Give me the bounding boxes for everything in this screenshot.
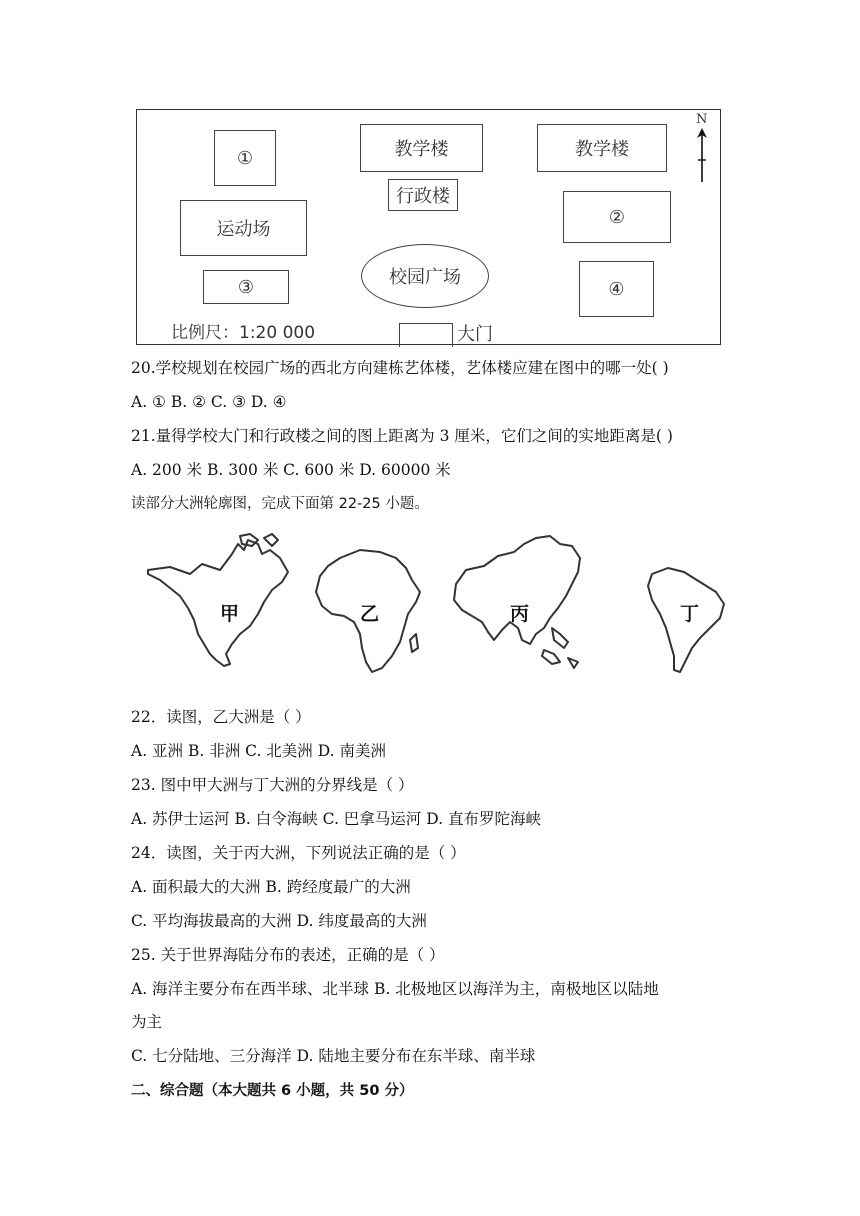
continent-label-bing: 丙 [510, 603, 530, 625]
question-25: 25. 关于世界海陆分布的表述，正确的是（ ） [131, 946, 445, 964]
location-2-box [563, 191, 671, 243]
gate-box [399, 323, 453, 347]
admin-building-label: 行政楼 [396, 186, 450, 207]
north-arrow-icon [695, 128, 709, 184]
question-20-options: A. ① B. ② C. ③ D. ④ [131, 393, 287, 411]
continent-outlines-figure [140, 530, 740, 695]
location-1-box [214, 130, 276, 186]
gate-label: 大门 [457, 324, 493, 345]
question-24-options-1: A. 面积最大的大洲 B. 跨经度最广的大洲 [131, 878, 411, 896]
location-4-label: ④ [608, 278, 625, 300]
location-1-label: ① [236, 147, 254, 169]
scale-label: 比例尺：1:20 000 [171, 323, 316, 343]
question-25-options-1-cont: 为主 [131, 1013, 163, 1031]
location-2-label: ② [608, 206, 626, 228]
admin-building [388, 179, 458, 211]
continent-label-yi: 乙 [360, 603, 380, 625]
question-21: 21.量得学校大门和行政楼之间的图上距离为 3 厘米，它们之间的实地距离是( ) [131, 427, 673, 445]
question-22-options: A. 亚洲 B. 非洲 C. 北美洲 D. 南美洲 [131, 742, 386, 760]
question-24: 24．读图，关于丙大洲，下列说法正确的是（ ） [131, 844, 466, 862]
sports-field-label: 运动场 [216, 219, 271, 240]
teaching-building-2 [537, 124, 667, 172]
question-24-options-2: C. 平均海拔最高的大洲 D. 纬度最高的大洲 [131, 912, 427, 930]
continent-label-jia: 甲 [220, 603, 240, 625]
location-3-box [203, 270, 289, 304]
question-20: 20.学校规划在校园广场的西北方向建栋艺体楼，艺体楼应建在图中的哪一处( ) [131, 359, 669, 377]
question-25-options-1: A. 海洋主要分布在西半球、北半球 B. 北极地区以海洋为主，南极地区以陆地 [131, 980, 659, 998]
teaching-building-2-label: 教学楼 [575, 139, 629, 160]
campus-plaza-label: 校园广场 [389, 267, 461, 288]
question-23: 23. 图中甲大洲与丁大洲的分界线是（ ） [131, 776, 414, 794]
location-3-label: ③ [237, 276, 255, 298]
continent-label-ding: 丁 [680, 603, 700, 625]
north-america-outline [148, 540, 288, 666]
question-25-options-2: C. 七分陆地、三分海洋 D. 陆地主要分布在东半球、南半球 [131, 1047, 536, 1065]
sports-field [180, 200, 307, 256]
school-map [136, 109, 721, 345]
question-22: 22．读图，乙大洲是（ ） [131, 708, 311, 726]
teaching-building-1 [360, 124, 483, 172]
asia-outline [454, 536, 580, 644]
north-label: N [696, 112, 708, 127]
section-2-heading: 二、综合题（本大题共 6 小题，共 50 分） [131, 1083, 414, 1099]
campus-plaza [361, 244, 489, 308]
continent-intro: 读部分大洲轮廓图，完成下面第 22-25 小题。 [131, 496, 429, 512]
location-4-box [579, 261, 654, 317]
question-21-options: A. 200 米 B. 300 米 C. 600 米 D. 60000 米 [131, 461, 451, 479]
question-23-options: A. 苏伊士运河 B. 白令海峡 C. 巴拿马运河 D. 直布罗陀海峡 [131, 810, 541, 828]
teaching-building-1-label: 教学楼 [394, 139, 449, 160]
